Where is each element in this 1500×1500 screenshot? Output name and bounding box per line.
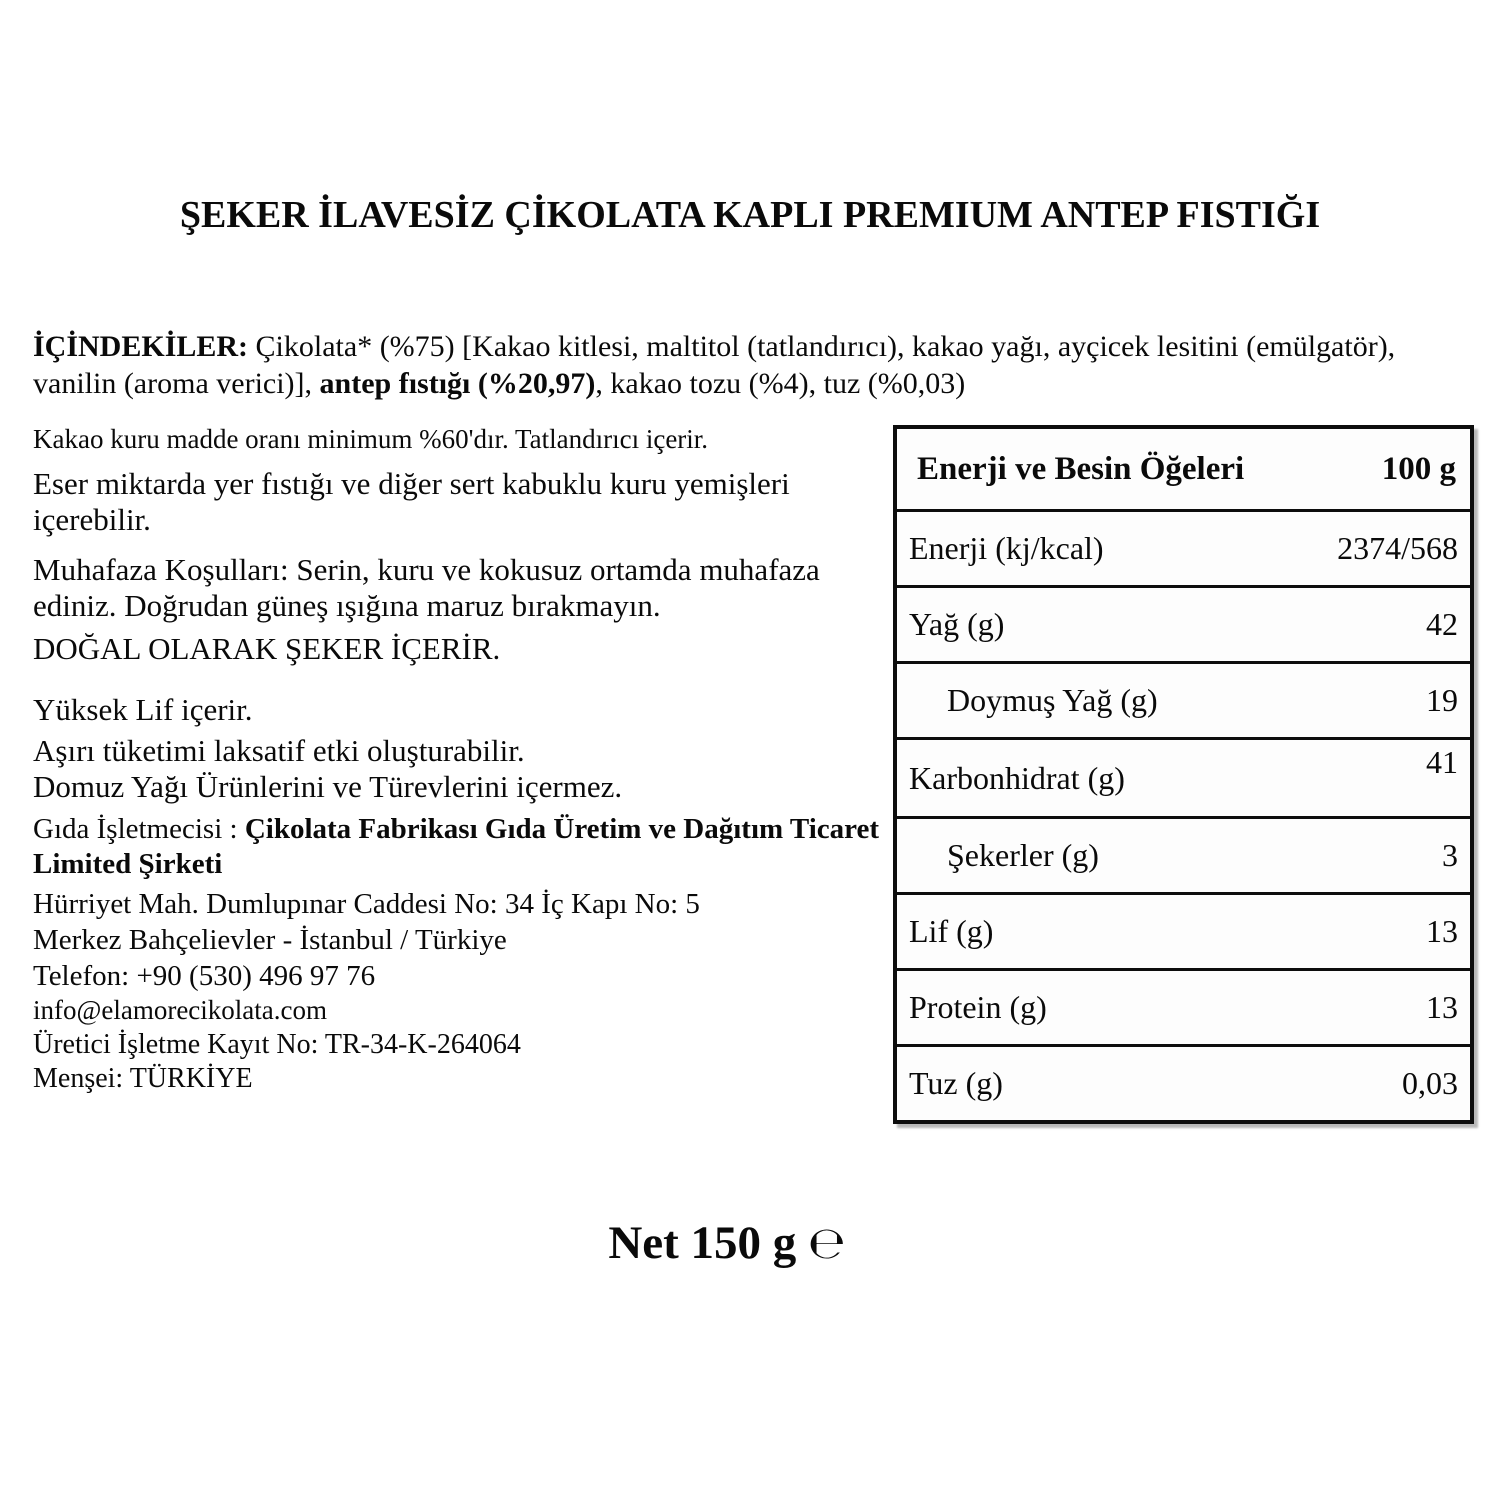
ingredients-paragraph (33, 328, 1470, 402)
table-row (895, 587, 1472, 663)
origin-line: Menşei: TÜRKİYE (33, 1063, 253, 1094)
nutrition-table (893, 425, 1474, 1124)
operator-label: Gıda İşletmecisi : (33, 813, 245, 845)
table-row (895, 970, 1472, 1046)
info-column (33, 424, 891, 1096)
address-line-1: Hürriyet Mah. Dumlupınar Caddesi No: 34 İç Kapı No: 5 (33, 888, 700, 920)
row-label: Yağ (g) (895, 587, 1311, 663)
table-row (895, 739, 1472, 818)
net-weight-text: Net 150 g (608, 1217, 809, 1269)
table-row (895, 663, 1472, 739)
row-value: 13 (1311, 894, 1472, 970)
ingredients-text-1: Çikolata* (%75) [Kakao kitlesi, maltitol (tatlandırıcı), kakao yağı, ayçicek lesitini (emülgatör), vanilin (aroma verici)], (33, 330, 1396, 400)
trace-warning-text: Eser miktarda yer fıstığı ve diğer sert kabuklu kuru yemişleri içerebilir. (33, 466, 790, 537)
estimated-sign: ℮ (808, 1218, 846, 1269)
pork-free-text: Domuz Yağı Ürünlerini ve Türevlerini içermez. (33, 769, 623, 804)
nutrition-table-head (895, 427, 1472, 511)
phone-line: Telefon: +90 (530) 496 97 76 (33, 960, 376, 992)
table-row (895, 1046, 1472, 1123)
row-value: 41 (1311, 739, 1472, 818)
table-header-title: Enerji ve Besin Öğeleri (917, 450, 1245, 487)
row-value: 19 (1311, 663, 1472, 739)
table-row (895, 511, 1472, 587)
nutrition-table-body (895, 511, 1472, 1123)
ingredients-text-2: , kakao tozu (%4), tuz (%0,03) (595, 367, 966, 400)
row-label: Tuz (g) (895, 1046, 1311, 1123)
cocoa-note-text: Kakao kuru madde oranı minimum %60'dır. Tatlandırıcı içerir. (33, 424, 709, 454)
net-weight (0, 1216, 1477, 1270)
ingredients-label: İÇİNDEKİLER: (33, 330, 249, 363)
row-value: 42 (1311, 587, 1472, 663)
page-title: ŞEKER İLAVESİZ ÇİKOLATA KAPLI PREMIUM ANTEP FISTIĞI (179, 194, 1321, 236)
address-line-2: Merkez Bahçelievler - İstanbul / Türkiye (33, 924, 507, 956)
operator-company-name: Çikolata Fabrikası Gıda Üretim ve Dağıtım Ticaret Limited Şirketi (33, 813, 880, 880)
row-label: Karbonhidrat (g) (895, 739, 1311, 818)
table-header-row (895, 427, 1472, 511)
table-row (895, 818, 1472, 894)
laxative-warning-text: Aşırı tüketimi laksatif etki oluşturabilir. (33, 733, 525, 768)
row-value: 13 (1311, 970, 1472, 1046)
natural-sugar-text: DOĞAL OLARAK ŞEKER İÇERİR. (33, 631, 501, 666)
row-value: 3 (1311, 818, 1472, 894)
table-header-amount: 100 g (1381, 450, 1456, 487)
table-row (895, 894, 1472, 970)
row-value: 2374/568 (1311, 511, 1472, 587)
ingredients-bold-pistachio: antep fıstığı (%20,97) (319, 367, 596, 400)
registration-line: Üretici İşletme Kayıt No: TR-34-K-264064 (33, 1029, 521, 1060)
high-fiber-text: Yüksek Lif içerir. (33, 692, 253, 727)
row-label: Lif (g) (895, 894, 1311, 970)
row-label: Doymuş Yağ (g) (895, 663, 1311, 739)
row-label: Enerji (kj/kcal) (895, 511, 1311, 587)
row-label: Şekerler (g) (895, 818, 1311, 894)
storage-conditions-text: Muhafaza Koşulları: Serin, kuru ve kokusuz ortamda muhafaza ediniz. Doğrudan güneş ışığına maruz bırakmayın. (33, 552, 820, 623)
row-value: 0,03 (1311, 1046, 1472, 1123)
email-line: info@elamorecikolata.com (33, 995, 327, 1025)
row-label: Protein (g) (895, 970, 1311, 1046)
food-operator-line (33, 812, 891, 882)
